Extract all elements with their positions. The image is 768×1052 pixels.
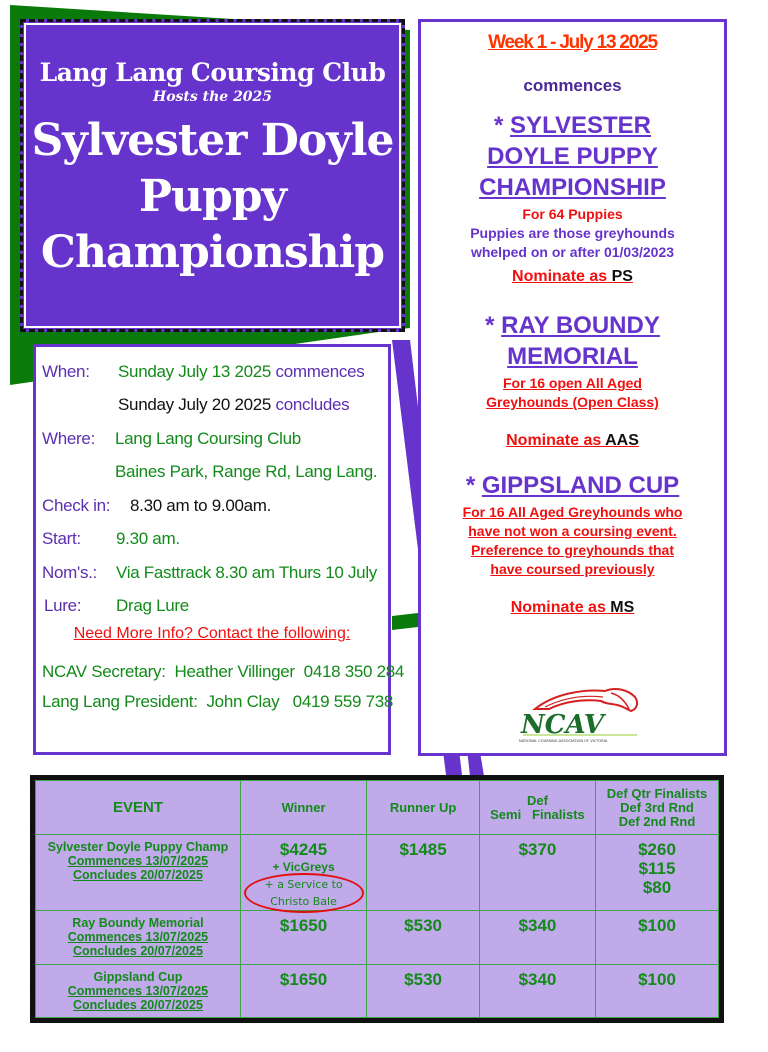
event-1-title (421, 110, 724, 141)
svg-text:NCAV: NCAV (521, 710, 604, 740)
when-word-2: concludes (275, 395, 350, 415)
table-row (36, 835, 719, 911)
header-line: Def (527, 792, 548, 808)
start-row (42, 523, 382, 557)
event-3-detail-line: For 16 All Aged Greyhounds who (462, 504, 683, 520)
event-2-title-line-2 (421, 341, 724, 372)
noms-label: Nom's.: (42, 562, 97, 582)
qtr-cell: $100 (596, 911, 719, 965)
event-1-title-line: CHAMPIONSHIP (479, 174, 666, 201)
event-name: Sylvester Doyle Puppy Champ (47, 840, 229, 854)
winner-cell (240, 835, 366, 911)
when-word-1: commences (275, 361, 365, 381)
commences-date: Commences 13/07/2025 (67, 854, 209, 868)
week-schedule-box (418, 19, 727, 756)
event-1-title-line-3 (421, 172, 724, 203)
checkin-value: 8.30 am to 9.00am. (130, 495, 272, 515)
where-line-2: Baines Park, Range Rd, Lang Lang. (115, 462, 378, 482)
event-3-detail-line: have coursed previously (490, 561, 655, 577)
winner-amount: $4245 (279, 840, 328, 859)
title-banner (20, 19, 405, 332)
checkin-row (42, 489, 382, 523)
header-line: Def Qtr Finalists (606, 785, 708, 801)
nominate-code: AAS (605, 432, 639, 449)
event-3-detail-line: have not won a coursing event. (468, 523, 677, 539)
runner-up-cell: $1485 (367, 835, 480, 911)
prize-money-table (35, 780, 719, 1018)
contact-phone: 0418 350 284 (303, 662, 405, 681)
semi-cell: $340 (479, 964, 595, 1018)
qtr-cell: $100 (596, 964, 719, 1018)
star-bullet: * (485, 312, 495, 339)
event-2-title-line: MEMORIAL (507, 343, 638, 370)
winner-extras (241, 859, 366, 910)
event-2-detail-line: Greyhounds (Open Class) (486, 394, 659, 410)
winner-extra: + a Service to (264, 878, 343, 891)
event-cell (36, 835, 241, 911)
noms-row (42, 556, 382, 590)
event-3-title-line: GIPPSLAND CUP (481, 472, 680, 499)
nominate-prefix: Nominate as (512, 268, 608, 285)
contact-role: Lang Lang President: (42, 692, 198, 711)
contact-role: NCAV Secretary: (42, 662, 166, 681)
event-1-title-line: DOYLE PUPPY (487, 143, 658, 170)
event-name: Ray Boundy Memorial (72, 916, 204, 930)
winner-extra: Christo Bale (270, 895, 337, 908)
where-label: Where: (42, 428, 95, 448)
header-qtr-finalists (596, 781, 719, 835)
checkin-label: Check in: (42, 495, 111, 515)
event-2-nominate (421, 432, 724, 450)
lure-label: Lure: (44, 596, 82, 616)
where-line-1: Lang Lang Coursing Club (115, 428, 301, 448)
event-1-detail-line: whelped on or after 01/03/2023 (470, 244, 675, 260)
contact-name: Heather Villinger (174, 662, 295, 681)
lure-value: Drag Lure (116, 596, 189, 616)
header-event: EVENT (36, 781, 241, 835)
header-semi-finalists (479, 781, 595, 835)
when-label: When: (42, 361, 90, 381)
winner-extra: + VicGreys (272, 860, 335, 874)
table-row (36, 964, 719, 1018)
highlight-circle (244, 873, 364, 913)
nominate-code: PS (611, 268, 633, 285)
when-date-2: Sunday July 20 2025 (118, 395, 272, 415)
title-line-1: Sylvester Doyle (31, 115, 394, 166)
commences-date: Commences 13/07/2025 (67, 930, 209, 944)
contact-name: John Clay (206, 692, 280, 711)
nominate-prefix: Nominate as (510, 599, 606, 616)
star-bullet: * (465, 472, 476, 499)
event-2-title (421, 310, 724, 341)
need-more-info-heading: Need More Info? Contact the following: (73, 625, 351, 642)
event-1-title-line: SYLVESTER (510, 112, 651, 139)
event-1-detail-line: Puppies are those greyhounds (470, 225, 675, 241)
title-line-3: Championship (40, 227, 385, 278)
where-row (42, 422, 382, 456)
header-line: Def 3rd Rnd (620, 799, 694, 815)
runner-up-cell: $530 (367, 964, 480, 1018)
hosts-text: Hosts the 2025 (152, 89, 273, 105)
start-label: Start: (42, 529, 81, 549)
where-row-2 (42, 456, 382, 490)
commences-date: Commences 13/07/2025 (67, 983, 209, 998)
when-row (42, 355, 382, 389)
contact-secretary (42, 657, 405, 687)
svg-text:NATIONAL COURSING ASSOCIATION: NATIONAL COURSING ASSOCIATION OF VICTORIA (519, 739, 608, 743)
lure-row (42, 590, 382, 624)
event-cell (36, 964, 241, 1018)
when-date-1: Sunday July 13 2025 (118, 361, 272, 381)
nominate-prefix: Nominate as (506, 432, 602, 449)
title-line-2: Puppy (138, 171, 287, 222)
header-winner: Winner (240, 781, 366, 835)
runner-up-cell: $530 (367, 911, 480, 965)
semi-cell: $370 (479, 835, 595, 911)
third-round-amount: $115 (638, 859, 676, 878)
concludes-date: Concludes 20/07/2025 (72, 944, 203, 958)
event-3-detail-line: Preference to greyhounds that (470, 542, 675, 558)
qtr-amount: $260 (638, 840, 676, 859)
event-info-box (33, 344, 405, 755)
header-line: Def 2nd Rnd (618, 813, 696, 829)
winner-cell: $1650 (240, 964, 366, 1018)
event-2-detail-line: For 16 open All Aged (503, 375, 642, 391)
noms-value: Via Fasttrack 8.30 am Thurs 10 July (116, 562, 377, 582)
nominate-code: MS (610, 599, 635, 616)
event-1-detail-red: For 64 Puppies (522, 206, 623, 222)
winner-cell: $1650 (240, 911, 366, 965)
start-value: 9.30 am. (116, 529, 180, 549)
week-heading: Week 1 - July 13 2025 (488, 32, 657, 53)
club-name: Lang Lang Coursing Club (39, 58, 386, 87)
event-name: Gippsland Cup (93, 969, 183, 984)
prize-money-table-frame (30, 775, 724, 1023)
table-header-row (36, 781, 719, 835)
when-row-2 (42, 389, 382, 423)
contact-phone: 0419 559 738 (292, 692, 394, 711)
event-1-nominate (421, 268, 724, 286)
star-bullet: * (494, 112, 504, 139)
qtr-cell (596, 835, 719, 911)
contact-president (42, 687, 394, 717)
event-1-title-line-2 (421, 141, 724, 172)
concludes-date: Concludes 20/07/2025 (72, 868, 203, 882)
greyhound-icon (515, 683, 645, 745)
concludes-date: Concludes 20/07/2025 (72, 997, 203, 1012)
event-3-title (421, 470, 724, 501)
ncav-logo (515, 683, 645, 745)
header-line: Semi Finalists (490, 806, 585, 822)
semi-cell: $340 (479, 911, 595, 965)
commences-label: commences (523, 76, 622, 95)
header-runner-up: Runner Up (367, 781, 480, 835)
event-3-nominate (421, 599, 724, 617)
event-2-title-line: RAY BOUNDY (501, 312, 660, 339)
second-round-amount: $80 (642, 878, 672, 897)
table-row (36, 911, 719, 965)
event-cell (36, 911, 241, 965)
